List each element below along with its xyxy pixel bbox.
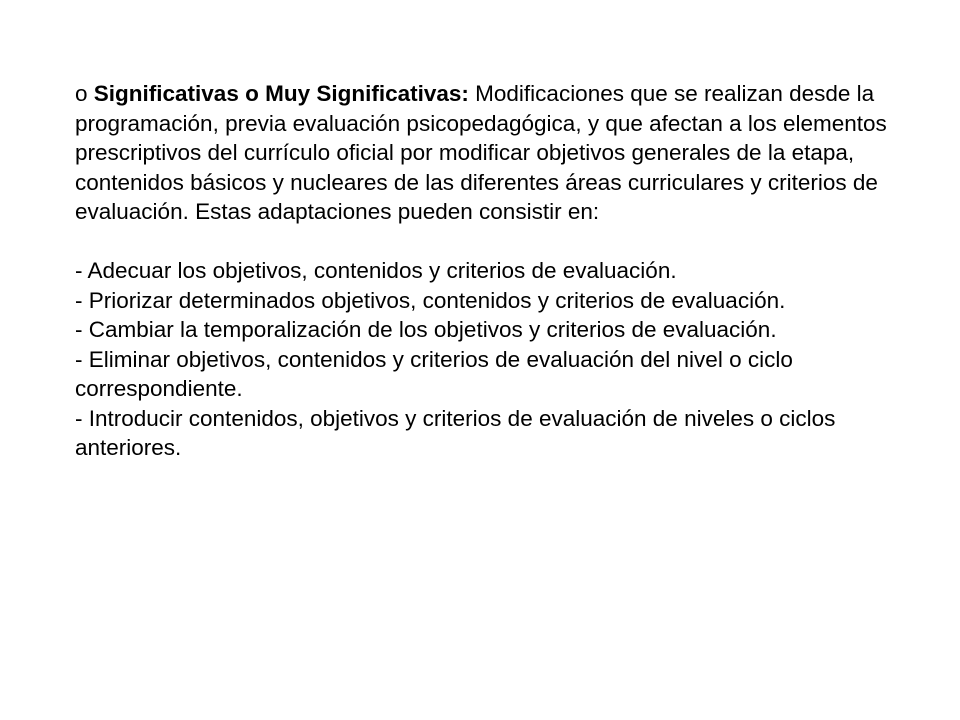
intro-paragraph (75, 79, 940, 227)
bullet-list (75, 256, 940, 463)
bullet-item: - Introducir contenidos, objetivos y criterios de evaluación de niveles o ciclos anteriores. (75, 405, 836, 460)
bullet-item: - Priorizar determinados objetivos, contenidos y criterios de evaluación. (75, 287, 786, 313)
intro-term: Significativas o Muy Significativas: (93, 81, 469, 106)
bullet-item: - Eliminar objetivos, contenidos y criterios de evaluación del nivel o ciclo correspondiente. (75, 346, 793, 401)
slide-content (75, 79, 940, 463)
paragraph-spacer (75, 227, 940, 257)
intro-marker: o (75, 81, 88, 106)
intro-text: Modificaciones que se realizan desde la programación, previa evaluación psicopedagógica, y que afectan a los elementos prescriptivos del currículo oficial por modificar objetivos generales de la etapa, contenidos básicos y nucleares de las diferentes áreas curriculares y criterios de evaluación. Estas adaptaciones pueden consistir en: (75, 81, 887, 224)
bullet-item: - Adecuar los objetivos, contenidos y criterios de evaluación. (75, 258, 677, 283)
bullet-item: - Cambiar la temporalización de los objetivos y criterios de evaluación. (75, 317, 777, 342)
